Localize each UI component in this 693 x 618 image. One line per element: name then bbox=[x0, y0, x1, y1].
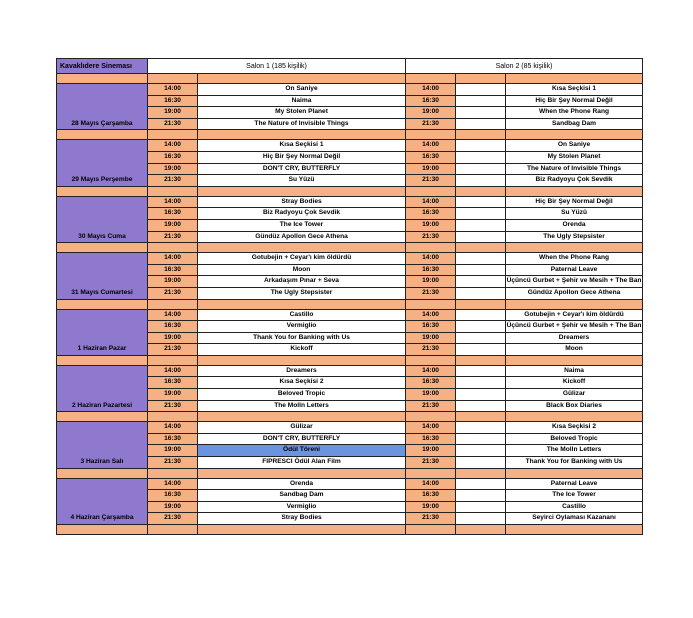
salon2-time: 19:00 bbox=[406, 445, 456, 457]
salon2-film: Hiç Bir Şey Normal Değil bbox=[506, 196, 643, 208]
salon1-time: 19:00 bbox=[148, 163, 198, 175]
salon2-film: Paternal Leave bbox=[506, 264, 643, 276]
salon2-spacer bbox=[456, 377, 506, 389]
day-separator bbox=[57, 412, 643, 422]
salon2-film: Thank You for Banking with Us bbox=[506, 457, 643, 469]
schedule-table bbox=[56, 58, 643, 535]
separator-cell bbox=[148, 525, 198, 535]
salon2-film: Kısa Seçkisi 1 bbox=[506, 84, 643, 96]
salon2-spacer bbox=[456, 264, 506, 276]
day-separator bbox=[57, 74, 643, 84]
schedule-row bbox=[57, 253, 643, 265]
salon2-spacer bbox=[456, 84, 506, 96]
separator-cell bbox=[57, 74, 148, 84]
salon2-spacer bbox=[456, 163, 506, 175]
salon2-film: Gündüz Apollon Gece Athena bbox=[506, 287, 643, 299]
salon2-time: 14:00 bbox=[406, 196, 456, 208]
salon1-time: 21:30 bbox=[148, 400, 198, 412]
salon1-film: Naima bbox=[198, 95, 406, 107]
salon1-film: Arkadaşım Pınar + Seva bbox=[198, 276, 406, 288]
salon2-time: 21:30 bbox=[406, 400, 456, 412]
salon2-film: Hiç Bir Şey Normal Değil bbox=[506, 95, 643, 107]
salon1-film: Kısa Seçkisi 2 bbox=[198, 377, 406, 389]
salon2-time: 14:00 bbox=[406, 365, 456, 377]
salon1-film: The Ice Tower bbox=[198, 219, 406, 231]
salon1-time: 16:30 bbox=[148, 264, 198, 276]
separator-cell bbox=[506, 412, 643, 422]
salon1-time: 21:30 bbox=[148, 175, 198, 187]
salon1-film: The Nature of Invisible Things bbox=[198, 118, 406, 130]
schedule-row bbox=[57, 140, 643, 152]
separator-cell bbox=[198, 525, 406, 535]
salon2-time: 16:30 bbox=[406, 95, 456, 107]
separator-cell bbox=[198, 130, 406, 140]
salon2-film: The Ice Tower bbox=[506, 490, 643, 502]
salon2-time: 19:00 bbox=[406, 163, 456, 175]
salon1-time: 16:30 bbox=[148, 208, 198, 220]
salon1-time: 16:30 bbox=[148, 433, 198, 445]
separator-cell bbox=[506, 468, 643, 478]
separator-cell bbox=[57, 525, 148, 535]
salon1-time: 19:00 bbox=[148, 276, 198, 288]
salon2-time: 16:30 bbox=[406, 208, 456, 220]
schedule-row bbox=[57, 309, 643, 321]
salon1-time: 21:30 bbox=[148, 457, 198, 469]
separator-cell bbox=[406, 412, 456, 422]
salon1-film: Stray Bodies bbox=[198, 513, 406, 525]
separator-cell bbox=[148, 468, 198, 478]
separator-cell bbox=[57, 186, 148, 196]
day-separator bbox=[57, 299, 643, 309]
salon2-time: 16:30 bbox=[406, 377, 456, 389]
separator-cell bbox=[57, 355, 148, 365]
salon2-film: On Saniye bbox=[506, 140, 643, 152]
salon1-film: Gülizar bbox=[198, 422, 406, 434]
salon2-spacer bbox=[456, 175, 506, 187]
salon2-film: Üçüncü Gurbet + Şehir ve Mesih + The Ban bbox=[506, 276, 643, 288]
day-separator bbox=[57, 243, 643, 253]
header-row bbox=[57, 59, 643, 74]
salon1-film: Ödül Töreni bbox=[198, 445, 406, 457]
salon2-spacer bbox=[456, 332, 506, 344]
salon1-time: 21:30 bbox=[148, 344, 198, 356]
salon2-spacer bbox=[456, 422, 506, 434]
salon2-time: 21:30 bbox=[406, 457, 456, 469]
salon1-time: 21:30 bbox=[148, 513, 198, 525]
salon2-film: Kickoff bbox=[506, 377, 643, 389]
salon2-time: 21:30 bbox=[406, 287, 456, 299]
separator-cell bbox=[406, 186, 456, 196]
salon1-time: 16:30 bbox=[148, 321, 198, 333]
salon2-time: 16:30 bbox=[406, 433, 456, 445]
separator-cell bbox=[148, 355, 198, 365]
salon2-spacer bbox=[456, 389, 506, 401]
schedule-row bbox=[57, 365, 643, 377]
salon1-time: 14:00 bbox=[148, 140, 198, 152]
salon1-time: 19:00 bbox=[148, 445, 198, 457]
salon1-time: 19:00 bbox=[148, 389, 198, 401]
salon2-film: Su Yüzü bbox=[506, 208, 643, 220]
salon1-time: 19:00 bbox=[148, 332, 198, 344]
separator-cell bbox=[506, 243, 643, 253]
day-label: 28 Mayıs Çarşamba bbox=[57, 84, 148, 130]
salon1-time: 21:30 bbox=[148, 287, 198, 299]
separator-cell bbox=[456, 186, 506, 196]
salon1-film: Thank You for Banking with Us bbox=[198, 332, 406, 344]
separator-cell bbox=[456, 130, 506, 140]
salon2-time: 21:30 bbox=[406, 175, 456, 187]
salon2-film: Dreamers bbox=[506, 332, 643, 344]
day-label: 1 Haziran Pazar bbox=[57, 309, 148, 355]
salon1-film: DON'T CRY, BUTTERFLY bbox=[198, 433, 406, 445]
schedule-row bbox=[57, 478, 643, 490]
salon2-time: 21:30 bbox=[406, 513, 456, 525]
footer-separator bbox=[57, 525, 643, 535]
salon2-time: 14:00 bbox=[406, 478, 456, 490]
salon2-time: 21:30 bbox=[406, 118, 456, 130]
salon2-spacer bbox=[456, 433, 506, 445]
salon1-film: Gotubejin + Ceyar'ı kim öldürdü bbox=[198, 253, 406, 265]
salon2-spacer bbox=[456, 253, 506, 265]
day-label: 3 Haziran Salı bbox=[57, 422, 148, 468]
separator-cell bbox=[198, 355, 406, 365]
salon2-spacer bbox=[456, 140, 506, 152]
day-separator bbox=[57, 186, 643, 196]
salon1-time: 21:30 bbox=[148, 118, 198, 130]
salon2-film: Beloved Tropic bbox=[506, 433, 643, 445]
salon2-spacer bbox=[456, 95, 506, 107]
salon2-film: Moon bbox=[506, 344, 643, 356]
separator-cell bbox=[198, 74, 406, 84]
salon1-time: 14:00 bbox=[148, 422, 198, 434]
salon2-spacer bbox=[456, 196, 506, 208]
salon1-film: Gündüz Apollon Gece Athena bbox=[198, 231, 406, 243]
salon1-film: Kickoff bbox=[198, 344, 406, 356]
salon2-spacer bbox=[456, 445, 506, 457]
salon2-time: 14:00 bbox=[406, 140, 456, 152]
salon2-spacer bbox=[456, 457, 506, 469]
separator-cell bbox=[57, 243, 148, 253]
day-separator bbox=[57, 355, 643, 365]
salon2-spacer bbox=[456, 400, 506, 412]
separator-cell bbox=[198, 468, 406, 478]
salon2-time: 16:30 bbox=[406, 264, 456, 276]
salon1-film: Hiç Bir Şey Normal Değil bbox=[198, 151, 406, 163]
salon1-film: Beloved Tropic bbox=[198, 389, 406, 401]
salon2-spacer bbox=[456, 344, 506, 356]
salon2-film: When the Phone Rang bbox=[506, 107, 643, 119]
separator-cell bbox=[198, 412, 406, 422]
salon2-film: The Molln Letters bbox=[506, 445, 643, 457]
salon1-film: Vermiglio bbox=[198, 321, 406, 333]
separator-cell bbox=[506, 355, 643, 365]
salon2-time: 21:30 bbox=[406, 231, 456, 243]
separator-cell bbox=[57, 412, 148, 422]
salon1-time: 14:00 bbox=[148, 365, 198, 377]
salon1-film: Castillo bbox=[198, 309, 406, 321]
salon1-time: 14:00 bbox=[148, 309, 198, 321]
separator-cell bbox=[456, 299, 506, 309]
separator-cell bbox=[406, 355, 456, 365]
day-separator bbox=[57, 468, 643, 478]
schedule-row bbox=[57, 196, 643, 208]
day-label: 29 Mayıs Perşembe bbox=[57, 140, 148, 186]
separator-cell bbox=[506, 299, 643, 309]
salon1-film: Moon bbox=[198, 264, 406, 276]
salon1-film: Stray Bodies bbox=[198, 196, 406, 208]
separator-cell bbox=[506, 186, 643, 196]
salon1-time: 19:00 bbox=[148, 219, 198, 231]
salon1-film: The Ugly Stepsister bbox=[198, 287, 406, 299]
schedule-row bbox=[57, 84, 643, 96]
separator-cell bbox=[506, 74, 643, 84]
separator-cell bbox=[148, 243, 198, 253]
separator-cell bbox=[406, 74, 456, 84]
salon1-film: FIPRESCI Ödül Alan Film bbox=[198, 457, 406, 469]
separator-cell bbox=[406, 130, 456, 140]
salon2-spacer bbox=[456, 365, 506, 377]
salon1-film: On Saniye bbox=[198, 84, 406, 96]
separator-cell bbox=[506, 525, 643, 535]
salon2-spacer bbox=[456, 309, 506, 321]
salon1-header: Salon 1 (185 kişilik) bbox=[148, 59, 406, 74]
salon2-film: Biz Radyoyu Çok Sevdik bbox=[506, 175, 643, 187]
schedule-row bbox=[57, 422, 643, 434]
separator-cell bbox=[148, 412, 198, 422]
separator-cell bbox=[456, 74, 506, 84]
salon2-time: 16:30 bbox=[406, 151, 456, 163]
day-label: 30 Mayıs Cuma bbox=[57, 196, 148, 242]
salon2-spacer bbox=[456, 287, 506, 299]
salon1-film: DON'T CRY, BUTTERFLY bbox=[198, 163, 406, 175]
salon2-spacer bbox=[456, 276, 506, 288]
salon2-spacer bbox=[456, 107, 506, 119]
separator-cell bbox=[198, 186, 406, 196]
salon2-time: 19:00 bbox=[406, 107, 456, 119]
salon2-film: Black Box Diaries bbox=[506, 400, 643, 412]
salon1-time: 16:30 bbox=[148, 95, 198, 107]
salon2-spacer bbox=[456, 490, 506, 502]
salon2-header: Salon 2 (85 kişilik) bbox=[406, 59, 643, 74]
day-label: 4 Haziran Çarşamba bbox=[57, 478, 148, 524]
salon2-film: When the Phone Rang bbox=[506, 253, 643, 265]
salon2-spacer bbox=[456, 208, 506, 220]
separator-cell bbox=[198, 243, 406, 253]
separator-cell bbox=[57, 130, 148, 140]
salon2-film: Kısa Seçkisi 2 bbox=[506, 422, 643, 434]
salon2-film: My Stolen Planet bbox=[506, 151, 643, 163]
salon1-time: 14:00 bbox=[148, 478, 198, 490]
salon2-film: The Ugly Stepsister bbox=[506, 231, 643, 243]
salon1-film: Kısa Seçkisi 1 bbox=[198, 140, 406, 152]
salon1-time: 14:00 bbox=[148, 253, 198, 265]
salon2-film: Sandbag Dam bbox=[506, 118, 643, 130]
salon2-time: 19:00 bbox=[406, 219, 456, 231]
separator-cell bbox=[148, 299, 198, 309]
salon1-film: Sandbag Dam bbox=[198, 490, 406, 502]
separator-cell bbox=[198, 299, 406, 309]
salon2-film: Seyirci Oylaması Kazananı bbox=[506, 513, 643, 525]
separator-cell bbox=[456, 243, 506, 253]
salon1-film: Biz Radyoyu Çok Sevdik bbox=[198, 208, 406, 220]
salon2-time: 14:00 bbox=[406, 84, 456, 96]
salon1-film: My Stolen Planet bbox=[198, 107, 406, 119]
separator-cell bbox=[148, 130, 198, 140]
salon2-film: The Nature of Invisible Things bbox=[506, 163, 643, 175]
separator-cell bbox=[406, 468, 456, 478]
salon2-spacer bbox=[456, 501, 506, 513]
salon1-film: The Molln Letters bbox=[198, 400, 406, 412]
salon1-time: 14:00 bbox=[148, 196, 198, 208]
salon2-time: 19:00 bbox=[406, 389, 456, 401]
salon2-spacer bbox=[456, 118, 506, 130]
separator-cell bbox=[456, 525, 506, 535]
salon2-film: Üçüncü Gurbet + Şehir ve Mesih + The Ban bbox=[506, 321, 643, 333]
salon2-time: 14:00 bbox=[406, 253, 456, 265]
salon1-time: 19:00 bbox=[148, 107, 198, 119]
separator-cell bbox=[406, 299, 456, 309]
salon2-time: 19:00 bbox=[406, 501, 456, 513]
day-label: 31 Mayıs Cumartesi bbox=[57, 253, 148, 299]
salon2-spacer bbox=[456, 219, 506, 231]
salon2-film: Gotubejin + Ceyar'ı kim öldürdü bbox=[506, 309, 643, 321]
salon2-time: 21:30 bbox=[406, 344, 456, 356]
salon2-spacer bbox=[456, 478, 506, 490]
salon2-spacer bbox=[456, 513, 506, 525]
salon1-time: 14:00 bbox=[148, 84, 198, 96]
salon2-spacer bbox=[456, 321, 506, 333]
salon1-film: Dreamers bbox=[198, 365, 406, 377]
salon1-time: 21:30 bbox=[148, 231, 198, 243]
salon2-spacer bbox=[456, 231, 506, 243]
salon2-film: Paternal Leave bbox=[506, 478, 643, 490]
salon1-time: 16:30 bbox=[148, 490, 198, 502]
separator-cell bbox=[57, 468, 148, 478]
salon2-film: Gülizar bbox=[506, 389, 643, 401]
salon2-film: Castillo bbox=[506, 501, 643, 513]
salon1-time: 19:00 bbox=[148, 501, 198, 513]
salon2-time: 16:30 bbox=[406, 321, 456, 333]
salon2-time: 14:00 bbox=[406, 309, 456, 321]
separator-cell bbox=[406, 243, 456, 253]
separator-cell bbox=[57, 299, 148, 309]
separator-cell bbox=[406, 525, 456, 535]
salon1-film: Orenda bbox=[198, 478, 406, 490]
salon2-film: Orenda bbox=[506, 219, 643, 231]
salon2-time: 16:30 bbox=[406, 490, 456, 502]
day-separator bbox=[57, 130, 643, 140]
separator-cell bbox=[506, 130, 643, 140]
separator-cell bbox=[456, 468, 506, 478]
salon1-film: Su Yüzü bbox=[198, 175, 406, 187]
separator-cell bbox=[148, 74, 198, 84]
salon1-time: 16:30 bbox=[148, 151, 198, 163]
salon2-time: 14:00 bbox=[406, 422, 456, 434]
day-label: 2 Haziran Pazartesi bbox=[57, 365, 148, 411]
salon2-spacer bbox=[456, 151, 506, 163]
schedule-body bbox=[57, 59, 643, 535]
separator-cell bbox=[148, 186, 198, 196]
separator-cell bbox=[456, 412, 506, 422]
salon1-film: Vermiglio bbox=[198, 501, 406, 513]
salon2-film: Naima bbox=[506, 365, 643, 377]
separator-cell bbox=[456, 355, 506, 365]
salon1-time: 16:30 bbox=[148, 377, 198, 389]
salon2-time: 19:00 bbox=[406, 332, 456, 344]
cinema-name: Kavaklıdere Sineması bbox=[57, 59, 148, 74]
salon2-time: 19:00 bbox=[406, 276, 456, 288]
